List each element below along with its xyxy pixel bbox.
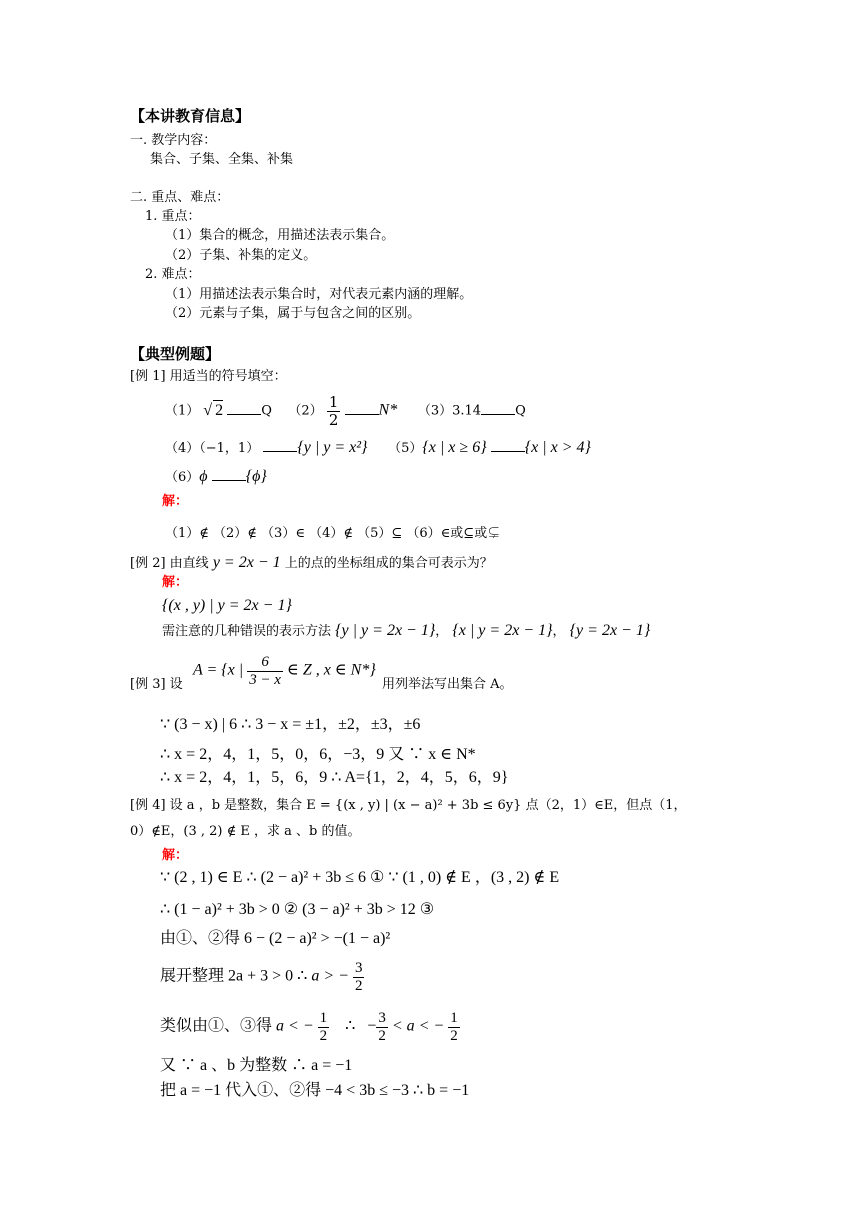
example-1-title: [例 1] 用适当的符号填空：	[130, 369, 287, 384]
key-point-2: （2）子集、补集的定义。	[165, 248, 317, 263]
example-1-line-1: （1） √ 2 Q （2） $\frac{1}{2}$ N* （3）3.14 Q	[165, 393, 526, 429]
examples-header: 【典型例题】	[130, 345, 221, 363]
difficulty-label: 2. 难点：	[145, 267, 201, 282]
key-points-label: 1. 重点：	[145, 209, 201, 224]
example-3-title-b: 用列举法写出集合 A。	[382, 677, 513, 692]
example-4-step-4: 展开整理 2a + 3 > 0 ∴ a > − $\frac{3}{2}$	[160, 960, 363, 994]
example-2-note: 需注意的几种错误的表示方法 {y | y = 2x − 1}， {x | y = 2x − 1}， {y = 2x − 1}	[162, 622, 651, 639]
example-4-step-1: ∵ (2 , 1) ∈ E ∴ (2 − a)² + 3b ≤ 6 ① ∵ (1 , 0) ∉ E ，(3 , 2) ∉ E	[160, 869, 560, 886]
example-2-title: [例 2] 由直线 y = 2x − 1 上的点的坐标组成的集合可表示为？	[130, 554, 493, 571]
example-4-step-2: ∴ (1 − a)² + 3b > 0 ② (3 − a)² + 3b > 12 ③	[160, 901, 435, 918]
example-1-answer: （1）∉ （2）∉ （3）∈ （4）∉ （5）⊆ （6）∈或⊆或⊊	[165, 526, 501, 541]
example-3-step-1: ∵ (3 − x) | 6 ∴ 3 − x = ±1，±2，±3，±6	[160, 716, 421, 733]
example-4-step-7: 把 a = −1 代入①、②得 −4 < 3b ≤ −3 ∴ b = −1	[160, 1082, 470, 1099]
difficulty-2: （2）元素与子集，属于与包含之间的区别。	[165, 306, 421, 321]
section-1-label: 一. 教学内容：	[130, 133, 217, 148]
example-3-set-definition: A = {x | $\frac{6}{3 - x}$ ∈ Z , x ∈ N*}	[193, 654, 376, 688]
example-3-step-3: ∴ x = 2，4，1，5，6，9 ∴ A={1，2，4，5，6，9}	[160, 769, 509, 786]
solution-label-2: 解：	[162, 575, 189, 590]
key-point-1: （1）集合的概念，用描述法表示集合。	[165, 228, 395, 243]
example-4-title-line-1: [例 4] 设 a ，b 是整数，集合 E = {(x , y) | (x − a)² + 3b ≤ 6y} 点（2，1）∈E，但点（1，	[130, 798, 687, 813]
example-4-step-5: 类似由①、③得 a < − $\frac{1}{2}$ ∴ − $\frac{3}{2}$ < a < − $\frac{1}{2}$	[160, 1010, 458, 1044]
page-title: 【本讲教育信息】	[130, 107, 251, 125]
example-3-title-a: [例 3] 设	[130, 677, 183, 692]
solution-label-4: 解：	[162, 848, 189, 863]
example-4-step-3: 由①、②得 6 − (2 − a)² > −(1 − a)²	[160, 930, 391, 947]
example-2-answer: {(x , y) | y = 2x − 1}	[162, 597, 292, 614]
example-4-step-6: 又 ∵ a 、b 为整数 ∴ a = −1	[160, 1057, 353, 1074]
difficulty-1: （1）用描述法表示集合时，对代表元素内涵的理解。	[165, 287, 473, 302]
section-1-content: 集合、子集、全集、补集	[150, 152, 294, 167]
example-3-step-2: ∴ x = 2，4，1，5，0，6，−3，9 又 ∵ x ∈ N*	[160, 746, 476, 763]
example-4-title-line-2: 0）∉E，(3 , 2) ∉ E ，求 a 、b 的值。	[130, 824, 361, 839]
example-1-line-3: （6）ϕ {ϕ}	[165, 468, 267, 485]
example-1-line-2: （4）（−1，1） {y | y = x²} （5）{x | x ≥ 6} {x | x > 4}	[165, 439, 591, 456]
section-2-label: 二. 重点、难点：	[130, 190, 230, 205]
solution-label-1: 解：	[162, 494, 189, 509]
